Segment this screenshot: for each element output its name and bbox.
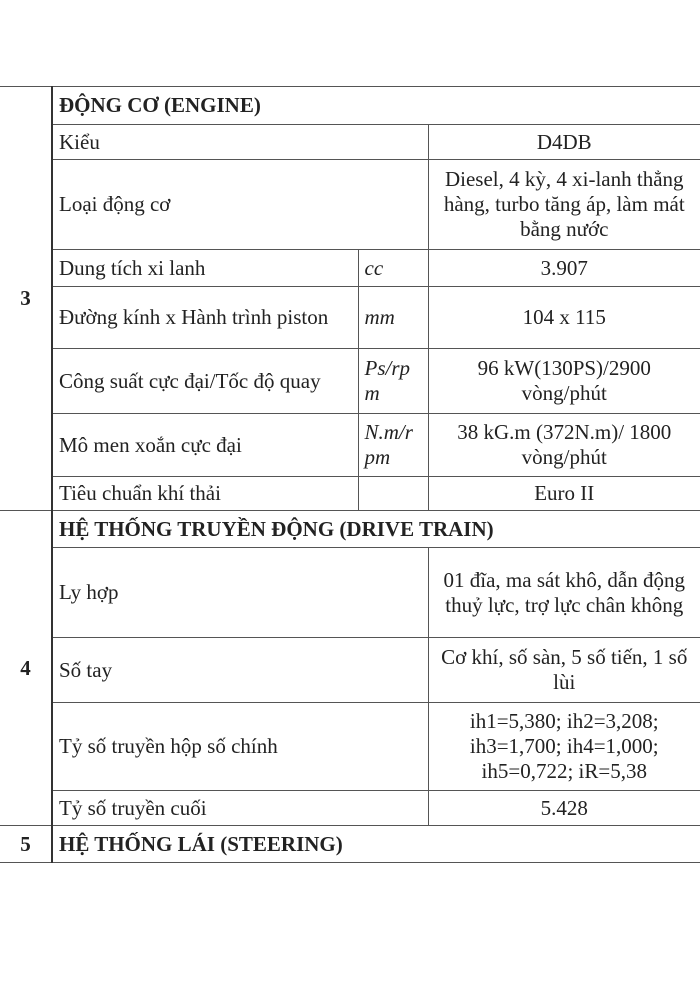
table-row <box>0 791 700 826</box>
row-value: D4DB <box>428 125 700 160</box>
table-row <box>0 250 700 287</box>
table-row <box>0 548 700 638</box>
row-value: Cơ khí, số sàn, 5 số tiến, 1 số lùi <box>428 638 700 703</box>
section-number: 4 <box>0 511 52 826</box>
row-label: Dung tích xi lanh <box>52 250 358 287</box>
row-value: 3.907 <box>428 250 700 287</box>
row-label: Tỷ số truyền cuối <box>52 791 428 826</box>
table-row <box>0 414 700 477</box>
table-row <box>0 287 700 349</box>
section-header-row <box>0 511 700 548</box>
row-label: Tiêu chuẩn khí thải <box>52 477 358 511</box>
row-label: Loại động cơ <box>52 160 428 250</box>
table-row <box>0 125 700 160</box>
row-label: Công suất cực đại/Tốc độ quay <box>52 349 358 414</box>
row-label: Đường kính x Hành trình piston <box>52 287 358 349</box>
section-title: HỆ THỐNG LÁI (STEERING) <box>52 826 700 863</box>
row-value: 01 đĩa, ma sát khô, dẫn động thuỷ lực, trợ lực chân không <box>428 548 700 638</box>
row-label: Kiểu <box>52 125 428 160</box>
section-header-row <box>0 826 700 863</box>
table-row <box>0 703 700 791</box>
row-value: 5.428 <box>428 791 700 826</box>
row-unit: Ps/rpm <box>358 349 428 414</box>
table-row <box>0 477 700 511</box>
section-header-row <box>0 87 700 125</box>
table-row <box>0 160 700 250</box>
section-title: ĐỘNG CƠ (ENGINE) <box>52 87 700 125</box>
section-title: HỆ THỐNG TRUYỀN ĐỘNG (DRIVE TRAIN) <box>52 511 700 548</box>
row-unit <box>358 477 428 511</box>
row-value: Euro II <box>428 477 700 511</box>
row-label: Tỷ số truyền hộp số chính <box>52 703 428 791</box>
row-label: Mô men xoắn cực đại <box>52 414 358 477</box>
row-value: 38 kG.m (372N.m)/ 1800 vòng/phút <box>428 414 700 477</box>
row-label: Ly hợp <box>52 548 428 638</box>
row-value: 104 x 115 <box>428 287 700 349</box>
row-value: Diesel, 4 kỳ, 4 xi-lanh thẳng hàng, turbo tăng áp, làm mát bằng nước <box>428 160 700 250</box>
spec-table <box>0 86 700 863</box>
section-number: 5 <box>0 826 52 863</box>
row-label: Số tay <box>52 638 428 703</box>
table-row <box>0 638 700 703</box>
row-unit: N.m/rpm <box>358 414 428 477</box>
row-value: ih1=5,380; ih2=3,208; ih3=1,700; ih4=1,000; ih5=0,722; iR=5,38 <box>428 703 700 791</box>
row-unit: mm <box>358 287 428 349</box>
section-number: 3 <box>0 87 52 511</box>
row-value: 96 kW(130PS)/2900 vòng/phút <box>428 349 700 414</box>
table-row <box>0 349 700 414</box>
row-unit: cc <box>358 250 428 287</box>
